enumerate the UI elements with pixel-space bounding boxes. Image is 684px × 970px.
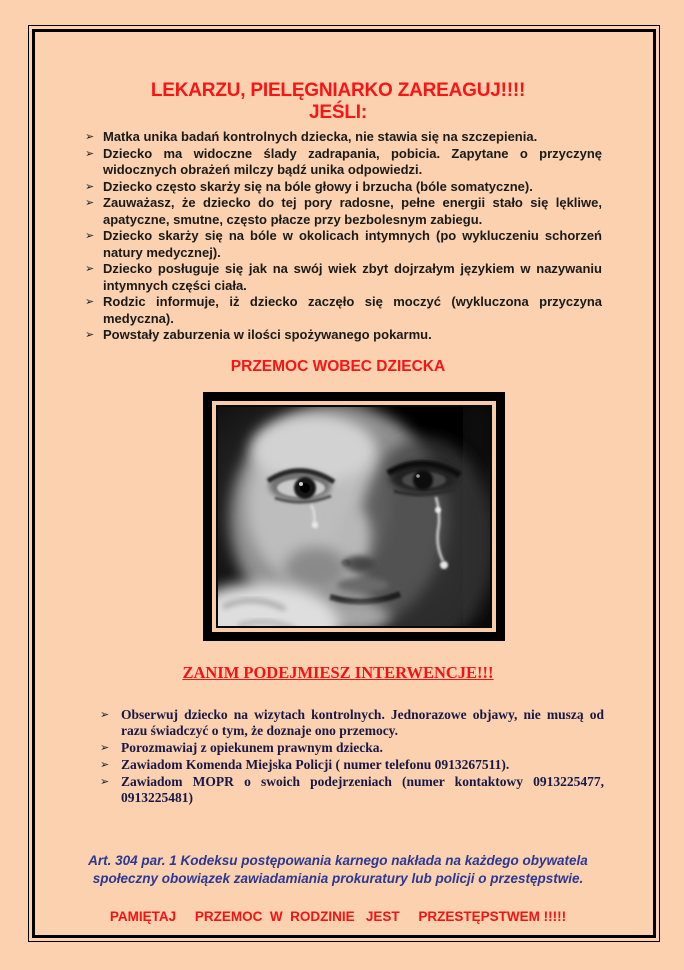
- arrow-bullet-icon: ➢: [85, 263, 95, 275]
- list-item-text: Zawiadom MOPR o swoich podejrzeniach (numer kontaktowy 0913225477, 0913225481): [121, 773, 604, 806]
- list-item: [85, 327, 602, 344]
- list-item: [85, 178, 602, 196]
- poster-content: [60, 80, 616, 925]
- list-item-text: Dziecko często skarży się na bóle głowy i brzucha (bóle somatyczne).: [103, 178, 533, 194]
- list-item: [100, 740, 604, 757]
- arrow-bullet-icon: ➢: [100, 742, 110, 755]
- list-item: [100, 707, 604, 741]
- list-item-text: Porozmawiaj z opiekunem prawnym dziecka.: [121, 740, 383, 756]
- arrow-bullet-icon: ➢: [100, 758, 110, 771]
- list-item-text: Rodzic informuje, iż dziecko zaczęło się moczyć (wykluczona przyczyna medyczna).: [103, 294, 602, 326]
- photo-mat: [212, 401, 496, 632]
- crying-baby-photo: [216, 405, 492, 628]
- arrow-bullet-icon: ➢: [85, 147, 95, 160]
- photo-section-heading: PRZEMOC WOBEC DZIECKA: [230, 357, 446, 375]
- list-item-text: Dziecko posługuje się jak na swój wiek zbyt dojrzałym językiem w nazywaniu intymnych części ciała.: [103, 261, 602, 293]
- arrow-bullet-icon: ➢: [100, 708, 110, 721]
- title-line-2: JEŚLI:: [309, 102, 367, 123]
- list-item: [85, 145, 602, 179]
- arrow-bullet-icon: ➢: [85, 180, 95, 193]
- intervention-section-heading: ZANIM PODEJMIESZ INTERWENCJE!!!: [182, 662, 494, 682]
- list-item: [100, 757, 604, 774]
- list-item-text: Dziecko skarży się na bóle w okolicach intymnych (po wykluczeniu schorzeń natury medycznej).: [103, 228, 602, 260]
- arrow-bullet-icon: ➢: [85, 329, 95, 341]
- footer-warning: PAMIĘTAJ PRZEMOC W RODZINIE JEST PRZESTĘPSTWEM !!!!!: [109, 909, 567, 925]
- list-item: [85, 261, 602, 294]
- arrow-bullet-icon: ➢: [85, 197, 95, 209]
- photo-frame: [203, 392, 505, 641]
- list-item-text: Powstały zaburzenia w ilości spożywanego pokarmu.: [103, 327, 432, 342]
- page-title: [60, 80, 616, 124]
- symptoms-list: [60, 129, 616, 344]
- list-item-text: Dziecko ma widoczne ślady zadrapania, pobicia. Zapytane o przyczynę widocznych obrażeń milczy bądź unika odpowiedzi.: [103, 145, 602, 177]
- list-item-text: Zauważasz, że dziecko do tej pory radosne, pełne energii stało się lękliwe, apatyczne, smutne, często płacze przy bezbolesnym zabiegu.: [103, 195, 602, 227]
- list-item: [85, 228, 602, 261]
- list-item: [85, 129, 602, 146]
- list-item: [100, 774, 604, 808]
- list-item-text: Obserwuj dziecko na wizytach kontrolnych. Jednorazowe objawy, nie muszą od razu świadczyć o tym, że doznaje ono przemocy.: [121, 706, 604, 739]
- list-item: [85, 195, 602, 228]
- arrow-bullet-icon: ➢: [100, 775, 110, 788]
- list-item-text: Matka unika badań kontrolnych dziecka, nie stawia się na szczepienia.: [103, 129, 538, 144]
- title-line-1: LEKARZU, PIELĘGNIARKO ZAREAGUJ!!!!: [150, 80, 526, 101]
- legal-note: Art. 304 par. 1 Kodeksu postępowania karnego nakłada na każdego obywatela społeczny obowiązek zawiadamiania prokuratury lub policji o przestępstwie.: [88, 853, 588, 886]
- arrow-bullet-icon: ➢: [85, 296, 95, 308]
- list-item-text: Zawiadom Komenda Miejska Policji ( numer telefonu 0913267511).: [121, 756, 510, 772]
- interventions-list: [60, 707, 616, 808]
- list-item: [85, 294, 602, 327]
- arrow-bullet-icon: ➢: [85, 230, 95, 242]
- arrow-bullet-icon: ➢: [85, 131, 95, 143]
